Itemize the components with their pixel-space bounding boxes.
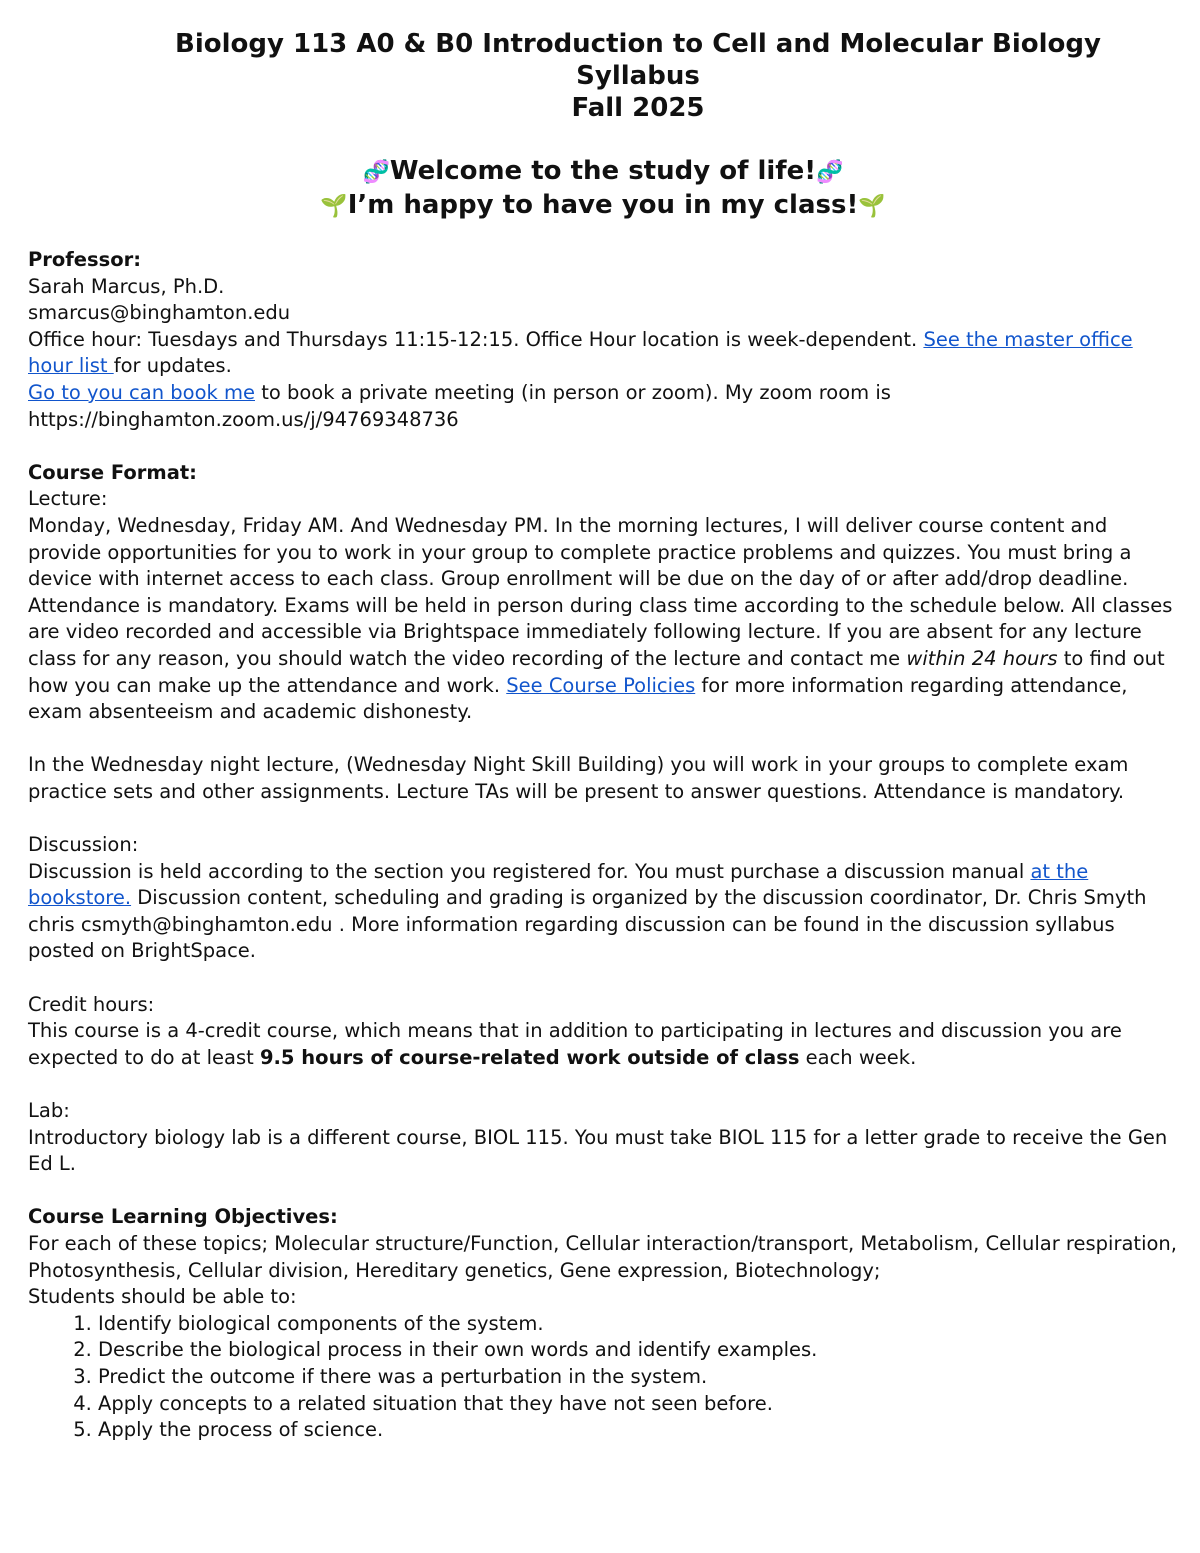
office-hour-line: Office hour: Tuesdays and Thursdays 11:15-12:15. Office Hour location is week-dependent. See the master office hour list for updates.: [28, 327, 1133, 378]
list-item: 1. Identify biological components of the system.: [98, 1311, 1178, 1338]
course-format-heading: Course Format:: [28, 460, 197, 484]
objectives-intro: For each of these topics; Molecular structure/Function, Cellular interaction/transport, Metabolism, Cellular respiration, Photosynthesis, Cellular division, Hereditary genetics, Gene expression, Biotechnology;: [28, 1231, 1177, 1282]
list-item: 5. Apply the process of science.: [98, 1417, 1178, 1444]
lecture-label: Lecture:: [28, 487, 108, 511]
lab-label: Lab:: [28, 1099, 70, 1122]
credit-hours-label: Credit hours:: [28, 992, 155, 1016]
title-line-1: Biology 113 A0 & B0 Introduction to Cell and Molecular Biology: [175, 29, 1101, 59]
discussion-section: [28, 832, 1178, 965]
professor-section: [28, 247, 1178, 433]
professor-name: Sarah Marcus, Ph.D.: [28, 274, 225, 298]
professor-heading: Professor:: [28, 248, 142, 271]
syllabus-page: [28, 28, 1178, 1444]
course-format-section: [28, 460, 1178, 726]
credit-hours-paragraph: This course is a 4-credit course, which means that in addition to participating in lectures and discussion you are expected to do at least 9.5 hours of course-related work outside of class each week.: [28, 1019, 1122, 1069]
dna-icon: 🧬: [362, 160, 390, 185]
lab-paragraph: Introductory biology lab is a different course, BIOL 115. You must take BIOL 115 for a letter grade to receive the Gen Ed L.: [28, 1125, 1168, 1176]
document-title: [28, 28, 1178, 124]
objectives-lead: Students should be able to:: [28, 1285, 297, 1309]
objectives-heading: Course Learning Objectives:: [28, 1205, 338, 1229]
professor-email: smarcus@binghamton.edu: [28, 301, 291, 325]
seedling-icon: 🌱: [320, 194, 348, 219]
title-line-2: Syllabus: [576, 61, 700, 91]
lab-section: [28, 1098, 1178, 1178]
syllabus-body: [28, 247, 1178, 1444]
discussion-paragraph: Discussion is held according to the section you registered for. You must purchase a discussion manual at the bookstore. Discussion content, scheduling and grading is organized by the discussion coordinator, Dr. Chris Smyth chris csmyth@binghamton.edu . More information regarding discussion can be found in the discussion syllabus posted on BrightSpace.: [28, 859, 1147, 963]
bookstore-link[interactable]: at the bookstore.: [28, 859, 1089, 910]
objectives-section: [28, 1204, 1178, 1443]
list-item: 3. Predict the outcome if there was a perturbation in the system.: [98, 1364, 1178, 1391]
welcome-banner: [28, 155, 1178, 223]
office-hour-list-link[interactable]: See the master office hour list: [28, 327, 1133, 378]
lecture-paragraph-2: In the Wednesday night lecture, (Wednesday Night Skill Building) you will work in your groups to complete exam practice sets and other assignments. Lecture TAs will be present to answer questions. Attendance is mandatory.: [28, 753, 1129, 803]
welcome-line-1: 🧬Welcome to the study of life!🧬: [362, 156, 844, 186]
seedling-icon: 🌱: [858, 194, 886, 219]
welcome-line-2: 🌱I’m happy to have you in my class!🌱: [320, 190, 886, 220]
title-line-3: Fall 2025: [571, 93, 705, 123]
credit-hours-section: [28, 992, 1178, 1072]
discussion-label: Discussion:: [28, 833, 139, 857]
list-item: 4. Apply concepts to a related situation that they have not seen before.: [98, 1391, 1178, 1418]
booking-link[interactable]: Go to you can book me: [28, 380, 255, 404]
list-item: 2. Describe the biological process in their own words and identify examples.: [98, 1337, 1178, 1364]
booking-line: Go to you can book me to book a private meeting (in person or zoom). My zoom room is https://binghamton.zoom.us/j/94769348736: [28, 380, 891, 431]
course-policies-link[interactable]: See Course Policies: [506, 673, 696, 697]
dna-icon: 🧬: [816, 160, 844, 185]
objectives-list: [28, 1311, 1178, 1444]
lecture-paragraph-1: Monday, Wednesday, Friday AM. And Wednesday PM. In the morning lectures, I will deliver course content and provide opportunities for you to work in your group to complete practice problems and quizzes. You must bring a device with internet access to each class. Group enrollment will be due on the day of or after add/drop deadline. Attendance is mandatory. Exams will be held in person during class time according to the schedule below. All classes are video recorded and accessible via Brightspace immediately following lecture. If you are absent for any lecture class for any reason, you should watch the video recording of the lecture and contact me within 24 hours to find out how you can make up the attendance and work. See Course Policies for more information regarding attendance, exam absenteeism and academic dishonesty.: [28, 513, 1173, 724]
